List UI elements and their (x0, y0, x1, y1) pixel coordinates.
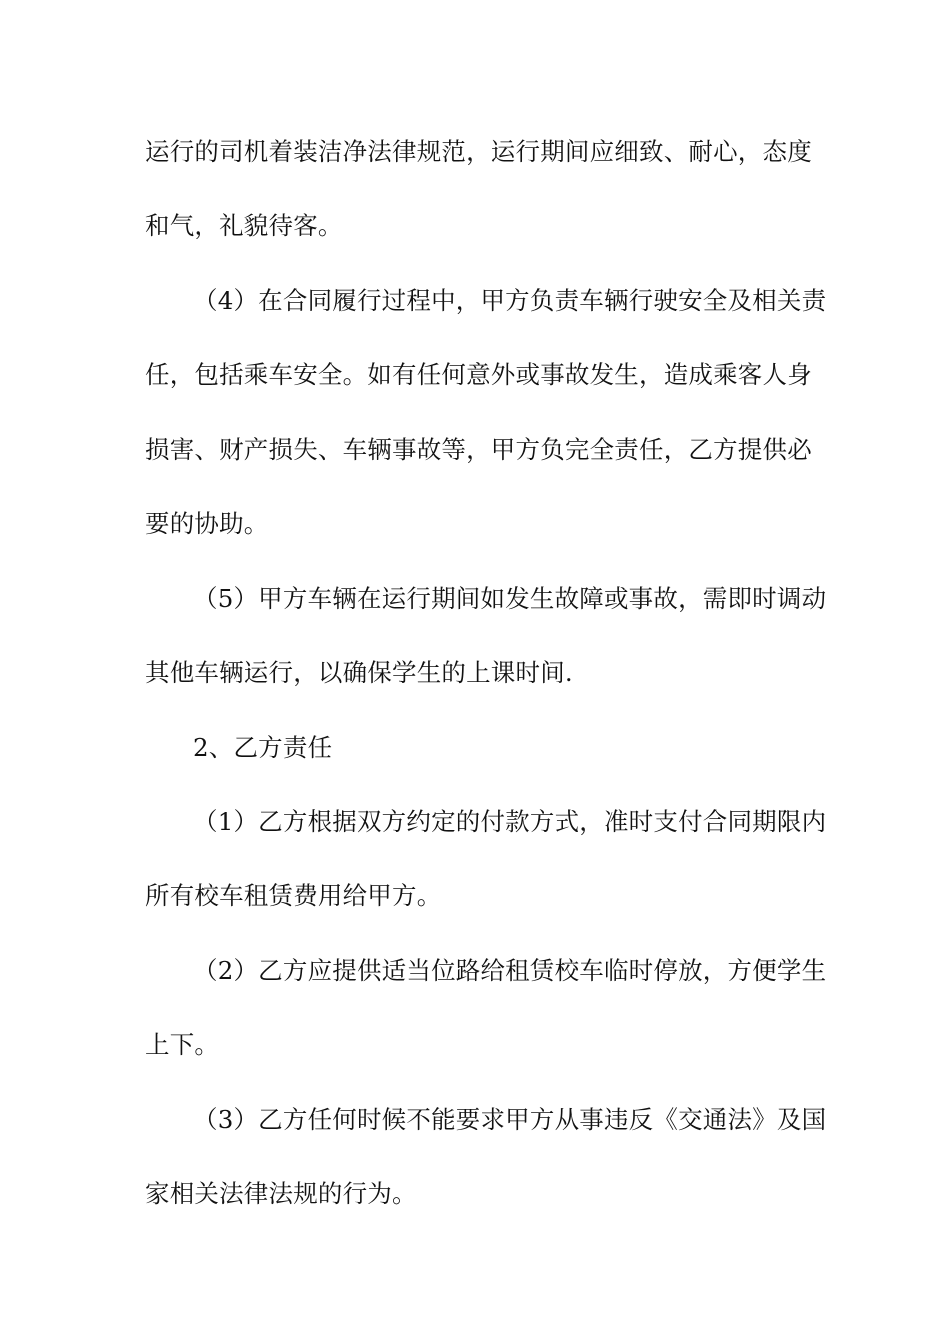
text-line: （4）在合同履行过程中，甲方负责车辆行驶安全及相关责 (193, 286, 827, 315)
text-line: 损害、财产损失、车辆事故等，甲方负完全责任，乙方提供必 (145, 435, 812, 464)
text-line: 任，包括乘车安全。如有任何意外或事故发生，造成乘客人身 (145, 360, 812, 389)
section-heading: 2、乙方责任 (193, 733, 333, 762)
text-line: 和气，礼貌待客。 (145, 211, 343, 240)
text-line: （2）乙方应提供适当位路给租赁校车临时停放，方便学生 (193, 956, 827, 985)
text-line: （3）乙方任何时候不能要求甲方从事违反《交通法》及国 (193, 1105, 827, 1134)
text-line: 家相关法律法规的行为。 (145, 1179, 417, 1208)
text-line: 要的协助。 (145, 509, 269, 538)
text-line: 运行的司机着装洁净法律规范，运行期间应细致、耐心，态度 (145, 137, 812, 166)
text-line: （5）甲方车辆在运行期间如发生故障或事故，需即时调动 (193, 584, 827, 613)
text-line: （1）乙方根据双方约定的付款方式，准时支付合同期限内 (193, 807, 827, 836)
text-line: 其他车辆运行，以确保学生的上课时间. (145, 658, 573, 687)
text-line: 所有校车租赁费用给甲方。 (145, 881, 442, 910)
text-line: 上下。 (145, 1030, 220, 1059)
